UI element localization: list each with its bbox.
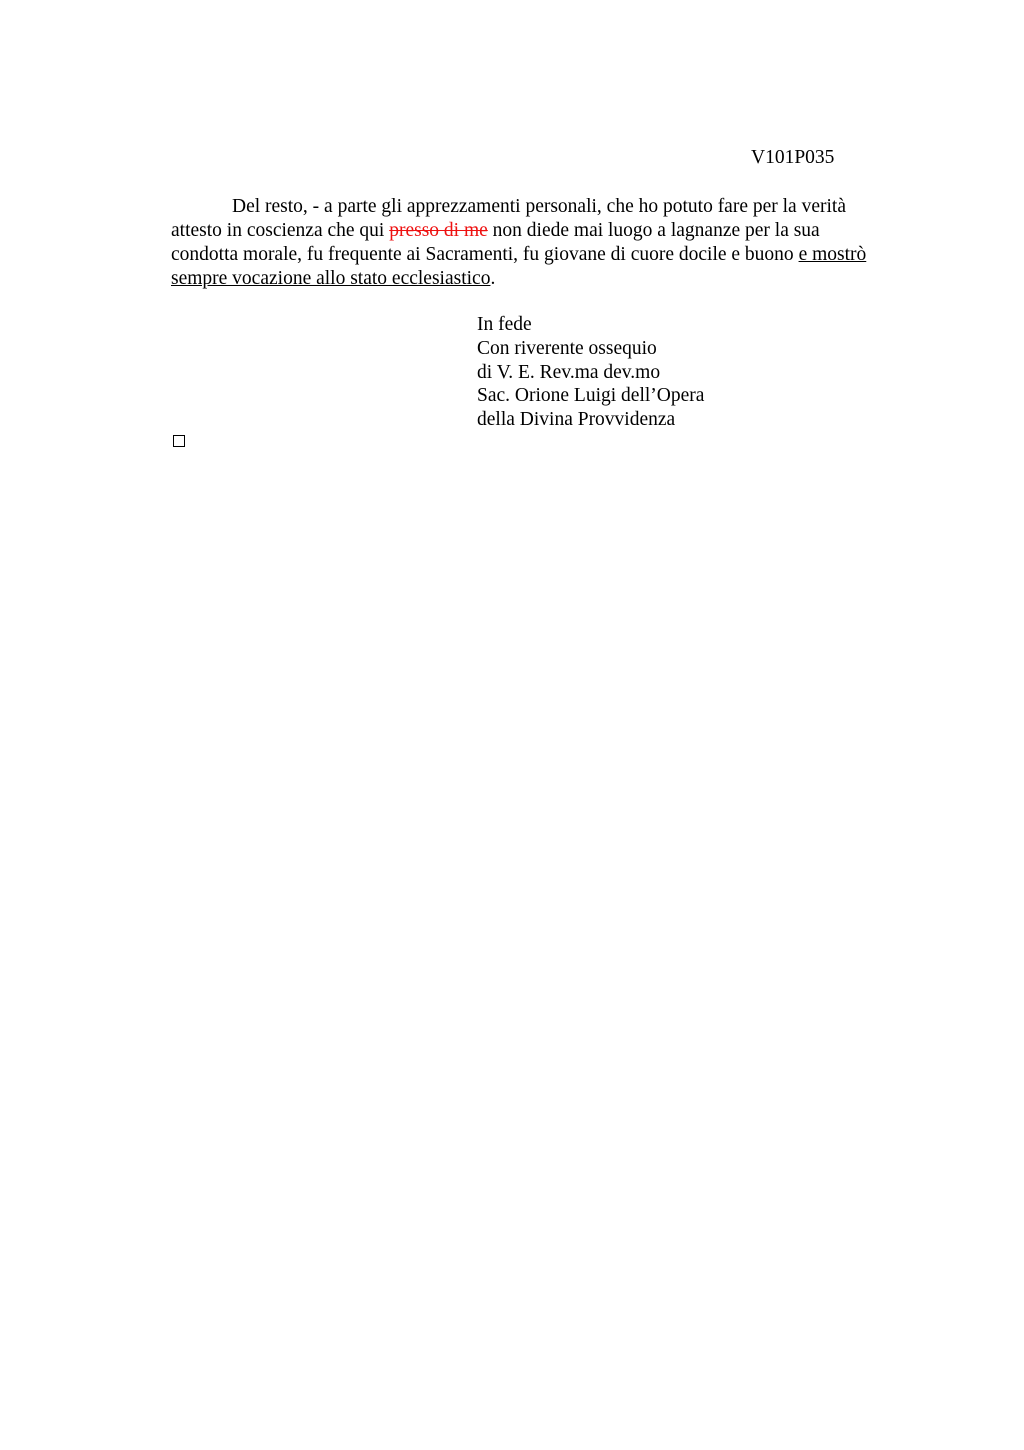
underlined-text: e mostrò	[798, 244, 867, 265]
closing-line: di V. E. Rev.ma dev.mo	[477, 361, 661, 383]
closing-line: Con riverente ossequio	[477, 337, 657, 359]
document-id: V101P035	[751, 147, 835, 168]
struck-through-text: presso di me	[389, 220, 488, 241]
paragraph-text: attesto in coscienza che qui	[171, 220, 390, 241]
paragraph-line-1: Del resto, - a parte gli apprezzamenti personali, che ho potuto fare per la verità	[232, 196, 846, 217]
paragraph-line-4	[171, 267, 931, 291]
paragraph-line-3	[171, 243, 931, 267]
body-paragraph	[171, 195, 931, 291]
paragraph-text: .	[490, 268, 496, 289]
closing-signature-block	[477, 313, 704, 432]
paragraph-text: condotta morale, fu frequente ai Sacramenti, fu giovane di cuore docile e buono	[171, 244, 799, 265]
signature-organization: della Divina Provvidenza	[477, 409, 676, 430]
closing-line: In fede	[477, 314, 532, 335]
empty-square-icon	[173, 435, 185, 447]
paragraph-text: non diede mai luogo a lagnanze per la sua	[487, 220, 820, 241]
paragraph-line-2	[171, 219, 931, 243]
underlined-text: sempre vocazione allo stato ecclesiastico	[171, 268, 491, 289]
signature-name: Sac. Orione Luigi dell’Opera	[477, 385, 705, 407]
